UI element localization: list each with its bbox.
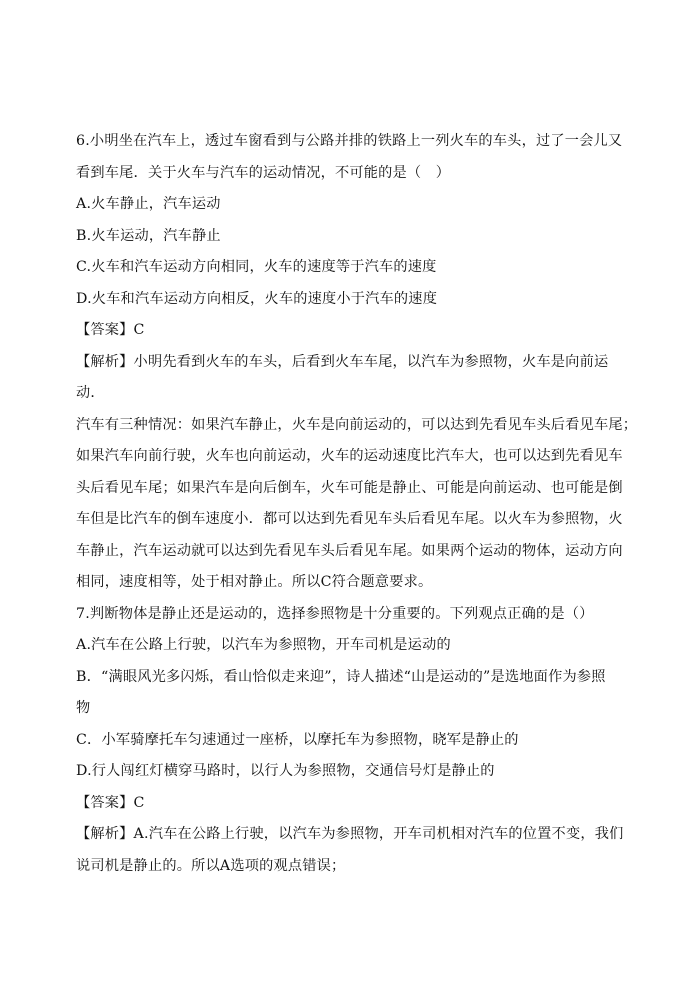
option-a: A.火车静止，汽车运动 (76, 196, 221, 212)
question-7-answer: 【答案】C (76, 794, 145, 811)
question-6-stem-line: 看到车尾．关于火车与汽车的运动情况，不可能的是（ ） (76, 164, 451, 181)
question-7-stem (76, 599, 636, 631)
question-6 (76, 126, 636, 599)
option-d: D.行人闯红灯横穿马路时，以行人为参照物，交通信号灯是静止的 (76, 763, 495, 779)
question-6-stem-line: 6.小明坐在汽车上，透过车窗看到与公路并排的铁路上一列火车的车头，过了一会儿又 (76, 133, 623, 149)
analysis-line: 头后看见车尾；如果汽车是向后倒车，火车可能是静止、可能是向前运动、也可能是倒 (76, 479, 623, 496)
analysis-line: 相同，速度相等，处于相对静止。所以C符合题意要求。 (76, 574, 433, 590)
option-c: C．小军骑摩托车匀速通过一座桥，以摩托车为参照物，晓军是静止的 (76, 731, 519, 748)
option-d: D.火车和汽车运动方向相反，火车的速度小于汽车的速度 (76, 290, 438, 307)
option-b: B.火车运动，汽车静止 (76, 227, 221, 244)
question-6-options (76, 189, 636, 315)
analysis-line: 车静止，汽车运动就可以达到先看见车头后看见车尾。如果两个运动的物体，运动方向 (76, 542, 623, 559)
option-a: A.汽车在公路上行驶，以汽车为参照物，开车司机是运动的 (76, 637, 451, 653)
option-b: B．“满眼风光多闪烁，看山恰似走来迎”，诗人描述“山是运动的”是选地面作为参照 (76, 668, 606, 685)
question-6-stem (76, 126, 636, 189)
question-6-answer: 【答案】C (76, 322, 145, 338)
analysis-line: 车但是比汽车的倒车速度小．都可以达到先看见车头后看见车尾。以火车为参照物，火 (76, 511, 623, 527)
question-7-stem-line: 7.判断物体是静止还是运动的，选择参照物是十分重要的。下列观点正确的是（） (76, 605, 594, 622)
option-b-continued: 物 (76, 700, 91, 716)
analysis-line: 汽车有三种情况：如果汽车静止，火车是向前运动的，可以达到先看见车头后看见车尾； (76, 416, 638, 433)
analysis-line: 如果汽车向前行驶，火车也向前运动，火车的运动速度比汽车大，也可以达到先看见车 (76, 448, 623, 464)
analysis-line: 【解析】小明先看到火车的车头，后看到火车车尾，以汽车为参照物，火车是向前运 (76, 353, 609, 370)
analysis-line: 说司机是静止的。所以A选项的观点错误； (76, 857, 346, 874)
analysis-line: 【解析】A.汽车在公路上行驶，以汽车为参照物，开车司机相对汽车的位置不变，我们 (76, 826, 624, 842)
option-c: C.火车和汽车运动方向相同，火车的速度等于汽车的速度 (76, 259, 437, 275)
question-7 (76, 599, 636, 883)
question-7-analysis (76, 819, 636, 882)
analysis-line: 动． (76, 385, 105, 401)
document-content (76, 126, 636, 882)
question-6-analysis (76, 347, 636, 599)
question-7-options (76, 630, 636, 788)
